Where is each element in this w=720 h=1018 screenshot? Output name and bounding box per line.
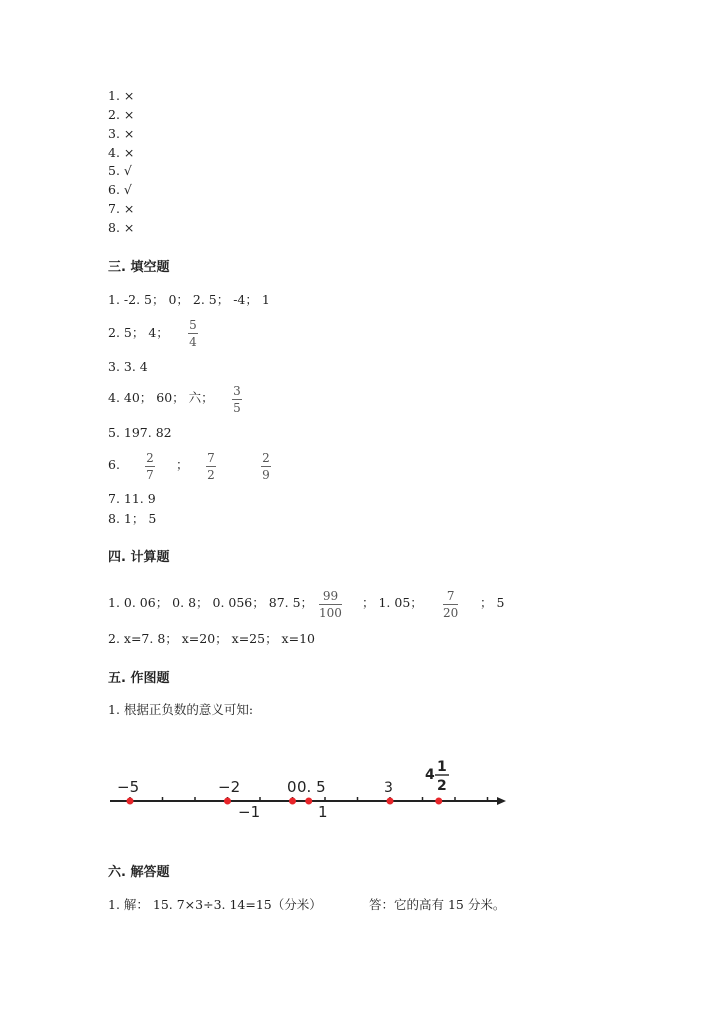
- s5-q1: 1. 根据正负数的意义可知:: [108, 702, 254, 717]
- s3-q7: 7. 11. 9: [108, 491, 156, 506]
- numerator: 7: [207, 451, 215, 465]
- label-neg2: −2: [218, 778, 241, 796]
- number-line: [0, 748, 720, 828]
- section-6-title: 六. 解答题: [108, 865, 170, 880]
- label-mixed-whole: 4: [425, 767, 435, 783]
- numerator: 5: [189, 318, 197, 332]
- s3-q6-fraction-2: [206, 451, 216, 482]
- s3-q2: 2. 5； 4；: [108, 325, 169, 340]
- section-5-title: 五. 作图题: [108, 671, 170, 686]
- judgement-item: 1. ×: [108, 88, 135, 103]
- denominator: 100: [319, 606, 342, 620]
- label-0-5: 0. 5: [297, 778, 326, 796]
- numerator: 2: [146, 451, 154, 465]
- label-mixed-denominator: 2: [437, 778, 447, 794]
- label-0: 0: [287, 778, 297, 796]
- s6-q1-answer: 答：它的高有 15 分米。: [369, 897, 506, 912]
- denominator: 2: [207, 468, 215, 482]
- label-1: 1: [318, 803, 328, 821]
- s4-q1-fraction-1: [319, 589, 342, 620]
- number-point: [435, 798, 442, 805]
- number-point: [127, 798, 134, 805]
- judgement-item: 3. ×: [108, 126, 135, 141]
- s3-q6: 6.: [108, 457, 120, 472]
- numerator: 2: [262, 451, 270, 465]
- judgement-item: 8. ×: [108, 220, 135, 235]
- s4-q1-end: ； 5: [480, 595, 505, 610]
- s3-q6-fraction-1: [145, 451, 155, 482]
- numerator: 99: [322, 589, 339, 603]
- label-mixed-numerator: 1: [437, 759, 447, 775]
- s3-q1: 1. -2. 5； 0； 2. 5； -4； 1: [108, 292, 270, 307]
- judgement-item: 4. ×: [108, 145, 135, 160]
- denominator: 4: [189, 335, 197, 349]
- label-neg1: −1: [238, 803, 261, 821]
- label-3: 3: [384, 780, 393, 796]
- s3-q8: 8. 1； 5: [108, 511, 157, 526]
- label-neg5: −5: [117, 778, 140, 796]
- s3-q6-separator: ；: [176, 457, 189, 472]
- judgement-item: 7. ×: [108, 201, 135, 216]
- s6-q1: 1. 解： 15. 7×3÷3. 14=15（分米）: [108, 897, 322, 912]
- number-point: [289, 798, 296, 805]
- s3-q6-fraction-3: [261, 451, 271, 482]
- s4-q2: 2. x=7. 8； x=20； x=25； x=10: [108, 631, 315, 646]
- judgement-item: 6. √: [108, 182, 132, 197]
- denominator: 7: [146, 468, 154, 482]
- denominator: 20: [443, 606, 459, 620]
- section-4-title: 四. 计算题: [108, 550, 170, 565]
- s4-q1: 1. 0. 06； 0. 8； 0. 056； 87. 5；: [108, 595, 314, 610]
- number-point: [305, 798, 312, 805]
- numerator: 3: [233, 384, 241, 398]
- judgement-item: 5. √: [108, 163, 132, 178]
- denominator: 9: [262, 468, 270, 482]
- s4-q1-middle: ； 1. 05；: [362, 595, 423, 610]
- denominator: 5: [233, 401, 241, 415]
- number-point: [224, 798, 231, 805]
- s3-q5: 5. 197. 82: [108, 425, 172, 440]
- s3-q4-fraction: [232, 384, 242, 415]
- section-3-title: 三. 填空题: [108, 260, 170, 275]
- numerator: 7: [446, 589, 455, 603]
- s3-q3: 3. 3. 4: [108, 359, 148, 374]
- s3-q4: 4. 40； 60； 六；: [108, 390, 214, 405]
- s3-q2-fraction: [188, 318, 198, 349]
- number-point: [387, 798, 394, 805]
- judgement-item: 2. ×: [108, 107, 135, 122]
- arrow-head-icon: [497, 797, 506, 805]
- s4-q1-fraction-2: [443, 589, 458, 620]
